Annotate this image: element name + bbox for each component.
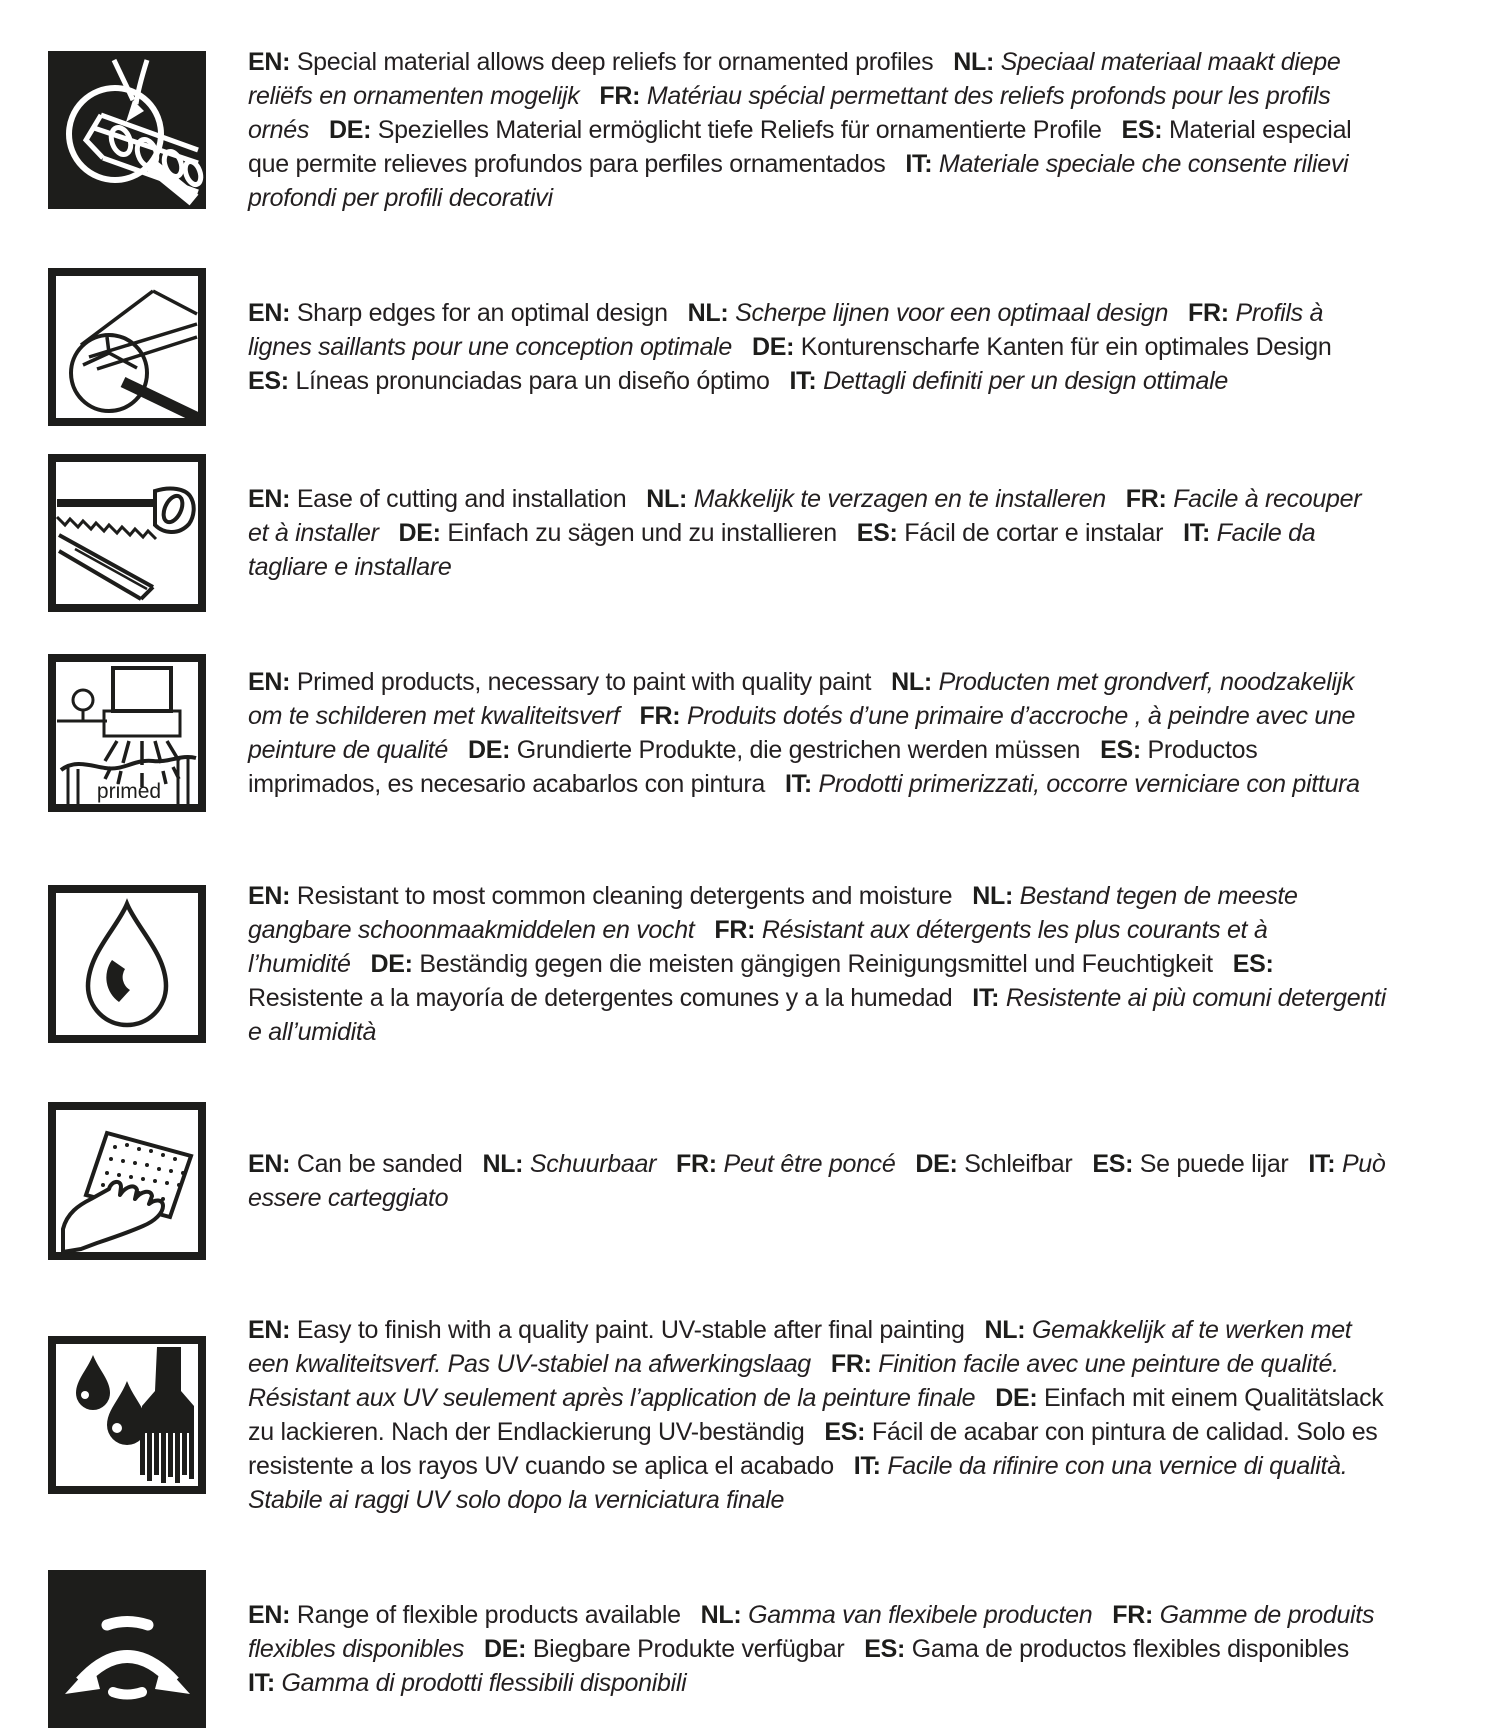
feature-text-segment: Materiale speciale che consente rilievi profondi per profili decorativi [248, 150, 1349, 212]
feature-text-segment: Beständig gegen die meisten gängigen Reinigungsmittel und Feuchtigkeit [419, 950, 1213, 978]
feature-icon-box [48, 1570, 206, 1728]
feature-text-segment: Special material allows deep reliefs for ornamented profiles [296, 48, 934, 76]
language-code: EN: [248, 1150, 291, 1178]
feature-text-segment: Facile à recouper et à installer [248, 485, 1362, 547]
feature-text-segment: Gamma di prodotti flessibili disponibili [281, 1669, 687, 1697]
flexible-arrow-icon [57, 1579, 198, 1720]
language-code: NL: [687, 299, 729, 327]
language-code: EN: [248, 668, 291, 696]
language-code: ES: [1232, 950, 1274, 978]
feature-icon-box [48, 51, 206, 209]
feature-text-segment: Se puede lijar [1139, 1150, 1289, 1178]
language-code: ES: [856, 519, 898, 547]
language-code: IT: [1308, 1150, 1336, 1178]
language-code: IT: [905, 150, 933, 178]
language-code: EN: [248, 882, 291, 910]
language-code: DE: [398, 519, 441, 547]
language-code: FR: [1125, 485, 1167, 513]
feature-description [248, 1313, 1388, 1517]
feature-text-segment: Bestand tegen de meeste gangbare schoonmaakmiddelen en vocht [248, 882, 1298, 944]
feature-row [48, 640, 1470, 826]
feature-text-segment: Facile da rifinire con una vernice di qualità. Stabile ai raggi UV solo dopo la verniciatura finale [248, 1452, 1348, 1514]
feature-icon-box [48, 1102, 206, 1260]
feature-text-segment: Finition facile avec une peinture de qualité. Résistant aux UV seulement après l’application de la peinture finale [248, 1350, 1339, 1412]
feature-row [48, 268, 1470, 426]
language-code: DE: [484, 1635, 527, 1663]
language-code: FR: [639, 702, 681, 730]
feature-icon-box [48, 1336, 206, 1494]
feature-text-segment: Productos imprimados, es necesario acabarlos con pintura [248, 736, 1258, 798]
language-code: FR: [1188, 299, 1229, 327]
feature-description [248, 1598, 1388, 1700]
feature-text-segment: Profils à lignes saillants pour une conception optimale [248, 299, 1324, 361]
feature-icon-box [48, 654, 206, 812]
feature-description [248, 482, 1388, 584]
feature-text-segment: Fácil de acabar con pintura de calidad. Solo es resistente a los rayos UV cuando se aplica el acabado [248, 1418, 1378, 1480]
language-code: DE: [467, 736, 511, 764]
feature-text-segment: Résistant aux détergents les plus courants et à l’humidité [248, 916, 1268, 978]
feature-text-segment: Fácil de cortar e instalar [904, 519, 1164, 547]
language-code: ES: [864, 1635, 906, 1663]
feature-description [248, 879, 1388, 1049]
feature-text-segment: Peut être poncé [723, 1150, 896, 1178]
feature-text-segment: Konturenscharfe Kanten für ein optimales Design [800, 333, 1332, 361]
language-code: ES: [824, 1418, 866, 1446]
feature-description [248, 665, 1388, 801]
feature-text-segment: Grundierte Produkte, die gestrichen werden müssen [516, 736, 1081, 764]
primer-spray-icon [57, 663, 198, 804]
feature-text-segment: Gemakkelijk af te werken met een kwaliteitsverf. Pas UV-stabiel na afwerkingslaag [248, 1316, 1352, 1378]
language-code: NL: [700, 1601, 742, 1629]
language-code: IT: [789, 367, 817, 395]
language-code: NL: [646, 485, 688, 513]
language-code: ES: [1092, 1150, 1134, 1178]
feature-text-segment: Can be sanded [296, 1150, 463, 1178]
feature-text-segment: Spezielles Material ermöglicht tiefe Reliefs für ornamentierte Profile [377, 116, 1102, 144]
feature-row [48, 1288, 1470, 1542]
paint-drops-brush-icon [57, 1345, 198, 1486]
language-code: IT: [853, 1452, 881, 1480]
feature-text-segment: Schuurbaar [529, 1150, 657, 1178]
water-drop-icon [57, 894, 198, 1035]
saw-cutting-icon [57, 463, 198, 604]
feature-text-segment: Può essere carteggiato [248, 1150, 1386, 1212]
language-code: DE: [328, 116, 372, 144]
feature-text-segment: Primed products, necessary to paint with quality paint [296, 668, 872, 696]
language-code: ES: [248, 367, 289, 395]
primed-label: primed [96, 779, 161, 803]
feature-text-segment: Ease of cutting and installation [296, 485, 627, 513]
feature-row [48, 1102, 1470, 1260]
language-code: NL: [482, 1150, 524, 1178]
language-code: FR: [1112, 1601, 1154, 1629]
language-code: ES: [1121, 116, 1163, 144]
language-code: DE: [995, 1384, 1038, 1412]
feature-text-segment: Makkelijk te verzagen en te installeren [693, 485, 1106, 513]
feature-text-segment: Resistente a la mayoría de detergentes comunes y a la humedad [248, 984, 953, 1012]
language-code: IT: [1183, 519, 1210, 547]
feature-text-segment: Dettagli definiti per un design ottimale [823, 367, 1228, 395]
feature-text-segment: Gamme de produits flexibles disponibles [248, 1601, 1375, 1663]
feature-row [48, 20, 1470, 240]
feature-text-segment: Prodotti primerizzati, occorre verniciare con pittura [818, 770, 1360, 798]
language-code: ES: [1100, 736, 1141, 764]
feature-row [48, 854, 1470, 1074]
feature-description [248, 1147, 1388, 1215]
language-code: EN: [248, 1316, 291, 1344]
language-code: NL: [972, 882, 1013, 910]
language-code: DE: [915, 1150, 958, 1178]
feature-text-segment: Scherpe lijnen voor een optimaal design [735, 299, 1169, 327]
feature-text-segment: Resistente ai più comuni detergenti e all’umidità [248, 984, 1386, 1046]
sanding-hand-icon [57, 1111, 198, 1252]
feature-text-segment: Schleifbar [964, 1150, 1073, 1178]
feature-text-segment: Gama de productos flexibles disponibles [911, 1635, 1349, 1663]
feature-text-segment: Einfach zu sägen und zu installieren [447, 519, 837, 547]
feature-text-segment: Producten met grondverf, noodzakelijk om te schilderen met kwaliteitsverf [248, 668, 1355, 730]
feature-icon-box [48, 268, 206, 426]
feature-text-segment: Material especial que permite relieves profundos para perfiles ornamentados [248, 116, 1352, 178]
language-code: NL: [891, 668, 932, 696]
feature-text-segment: Líneas pronunciadas para un diseño óptimo [295, 367, 770, 395]
language-code: FR: [676, 1150, 717, 1178]
feature-description [248, 296, 1388, 398]
language-code: IT: [972, 984, 1000, 1012]
language-code: DE: [751, 333, 795, 361]
feature-text-segment: Range of flexible products available [296, 1601, 681, 1629]
feature-description [248, 45, 1388, 215]
language-code: NL: [953, 48, 995, 76]
feature-icon-box [48, 885, 206, 1043]
feature-icon-box [48, 454, 206, 612]
feature-text-segment: Facile da tagliare e installare [248, 519, 1316, 581]
language-code: EN: [248, 299, 291, 327]
feature-text-segment: Resistant to most common cleaning detergents and moisture [296, 882, 953, 910]
feature-text-segment: Matériau spécial permettant des reliefs profonds pour les profils ornés [248, 82, 1331, 144]
feature-text-segment: Produits dotés d’une primaire d’accroche , à peindre avec une peinture de qualité [248, 702, 1356, 764]
language-code: EN: [248, 1601, 291, 1629]
language-code: IT: [248, 1669, 275, 1697]
language-code: IT: [784, 770, 812, 798]
feature-text-segment: Speciaal materiaal maakt diepe reliëfs en ornamenten mogelijk [248, 48, 1341, 110]
language-code: EN: [248, 485, 291, 513]
language-code: DE: [370, 950, 413, 978]
language-code: NL: [984, 1316, 1026, 1344]
feature-row [48, 454, 1470, 612]
feature-row [48, 1570, 1470, 1728]
ornamented-profile-magnifier-icon [57, 60, 198, 201]
feature-text-segment: Biegbare Produkte verfügbar [532, 1635, 845, 1663]
language-code: EN: [248, 48, 291, 76]
sharp-edges-magnifier-icon [57, 277, 198, 418]
feature-text-segment: Sharp edges for an optimal design [296, 299, 668, 327]
feature-text-segment: Einfach mit einem Qualitätslack zu lackieren. Nach der Endlackierung UV-beständig [248, 1384, 1384, 1446]
language-code: FR: [599, 82, 641, 110]
language-code: FR: [830, 1350, 872, 1378]
language-code: FR: [714, 916, 756, 944]
feature-text-segment: Gamma van flexibele producten [748, 1601, 1093, 1629]
feature-text-segment: Easy to finish with a quality paint. UV-stable after final painting [296, 1316, 965, 1344]
